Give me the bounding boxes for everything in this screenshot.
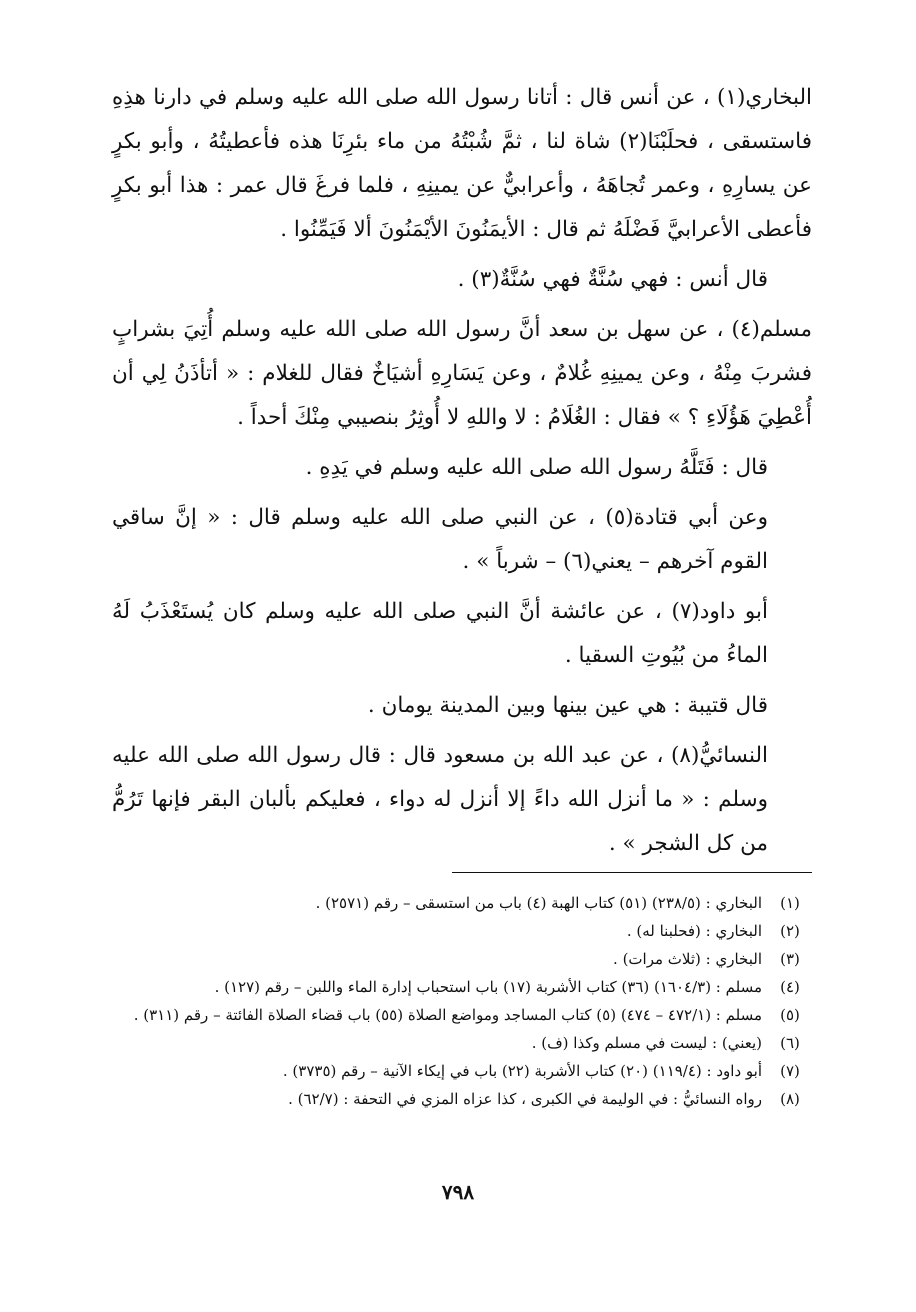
footnote-number: (١) bbox=[780, 894, 800, 912]
paragraph-3: مسلم(٤) ، عن سهل بن سعد أنَّ رسول الله صلى الله عليه وسلم أُتِيَ بشرابٍ فشربَ مِنْهُ ، وعن يمينِهِ غُلامٌ ، وعن يَسَارِهِ أشيَاخٌ فقال للغلام : « أتأذَنُ لِي أن أُعْطِيَ هَؤُلَاءِ ؟ » فقال : الغُلَامُ : لا واللهِ لا أُوثِرُ بنصيبي مِنْكَ أحداً . bbox=[112, 317, 812, 430]
paragraph-5: وعن أبي قتادة(٥) ، عن النبي صلى الله عليه وسلم قال : « إنَّ ساقي القوم آخرهم – يعني(٦) – شرباً » . bbox=[112, 505, 768, 574]
page-number: ٧٩٨ bbox=[441, 1180, 475, 1204]
footnote-number: (٤) bbox=[780, 978, 800, 996]
footnote-5 bbox=[112, 1001, 812, 1029]
paragraph-4: قال : فَتَلَّهُ رسول الله صلى الله عليه وسلم في يَدِهِ . bbox=[305, 455, 768, 480]
paragraph-1: البخاري(١) ، عن أنس قال : أتانا رسول الله صلى الله عليه وسلم في دارنا هذِهِ فاستسقى ، فحلَبْنَا(٢) شاة لنا ، ثمَّ شُبْتُهُ من ماء بئرِنَا هذه فأعطيتُهُ ، وأبو بكرٍ عن يسارِهِ ، وعمر تُجاهَهُ ، وأعرابيٌّ عن يمينِهِ ، فلما فرغَ قال عمر : هذا أبو بكرٍ فأعطى الأعرابيَّ فَضْلَهُ ثم قال : الأيمَنُونَ الأيْمَنُونَ ألا فَيَمِّنُوا . bbox=[112, 85, 812, 242]
paragraph-8: النسائيُّ(٨) ، عن عبد الله بن مسعود قال : قال رسول الله صلى الله عليه وسلم : « ما أنزل الله داءً إلا أنزل له دواء ، فعليكم بألبان البقر فإنها تَرُمُّ من كل الشجر » . bbox=[112, 743, 768, 856]
footnotes bbox=[112, 889, 812, 1113]
footnote-number: (٥) bbox=[780, 1006, 800, 1024]
footnote-text: مسلم : (١٦٠٤/٣) (٣٦) كتاب الأشربة (١٧) باب استحباب إدارة الماء واللبن – رقم (١٢٧) . bbox=[214, 978, 762, 996]
paragraph-7: قال قتيبة : هي عين بينها وبين المدينة يومان . bbox=[367, 693, 768, 718]
footnote-number: (٨) bbox=[780, 1090, 800, 1108]
paragraph-6: أبو داود(٧) ، عن عائشة أنَّ النبي صلى الله عليه وسلم كان يُستَعْذَبُ لَهُ الماءُ من بُيُوتِ السقيا . bbox=[112, 599, 768, 668]
footnote-text: رواه النسائيُّ : في الوليمة في الكبرى ، كذا عزاه المزي في التحفة : (٦٢/٧) . bbox=[288, 1090, 762, 1108]
footnote-text: البخاري : (فحلبنا له) . bbox=[626, 922, 762, 940]
footnote-text: البخاري : (٢٣٨/٥) (٥١) كتاب الهبة (٤) باب من استسقى – رقم (٢٥٧١) . bbox=[315, 894, 762, 912]
footnote-number: (٧) bbox=[780, 1062, 800, 1080]
footnote-8 bbox=[112, 1085, 812, 1113]
footnote-1 bbox=[112, 889, 812, 917]
footnote-7 bbox=[112, 1057, 812, 1085]
main-text bbox=[112, 76, 812, 866]
footnote-2 bbox=[112, 917, 812, 945]
footnote-4 bbox=[112, 973, 812, 1001]
footnote-separator bbox=[452, 872, 812, 873]
footnote-text: البخاري : (ثلاث مرات) . bbox=[613, 950, 762, 968]
footnote-number: (٦) bbox=[780, 1034, 800, 1052]
footnote-number: (٣) bbox=[780, 950, 800, 968]
footnote-3 bbox=[112, 945, 812, 973]
footnote-number: (٢) bbox=[780, 922, 800, 940]
paragraph-2: قال أنس : فهي سُنَّةٌ فهي سُنَّةٌ(٣) . bbox=[457, 267, 768, 292]
page-content bbox=[112, 76, 812, 1113]
footnote-text: أبو داود : (١١٩/٤) (٢٠) كتاب الأشربة (٢٢) باب في إيكاء الآنية – رقم (٣٧٣٥) . bbox=[282, 1062, 762, 1080]
footnote-text: مسلم : (٤٧٢/١ – ٤٧٤) (٥) كتاب المساجد ومواضع الصلاة (٥٥) باب قضاء الصلاة الفائتة – رقم (٣١١) . bbox=[133, 1006, 762, 1024]
footnote-6 bbox=[112, 1029, 812, 1057]
footnote-text: (يعني) : ليست في مسلم وكذا (ف) . bbox=[531, 1034, 762, 1052]
